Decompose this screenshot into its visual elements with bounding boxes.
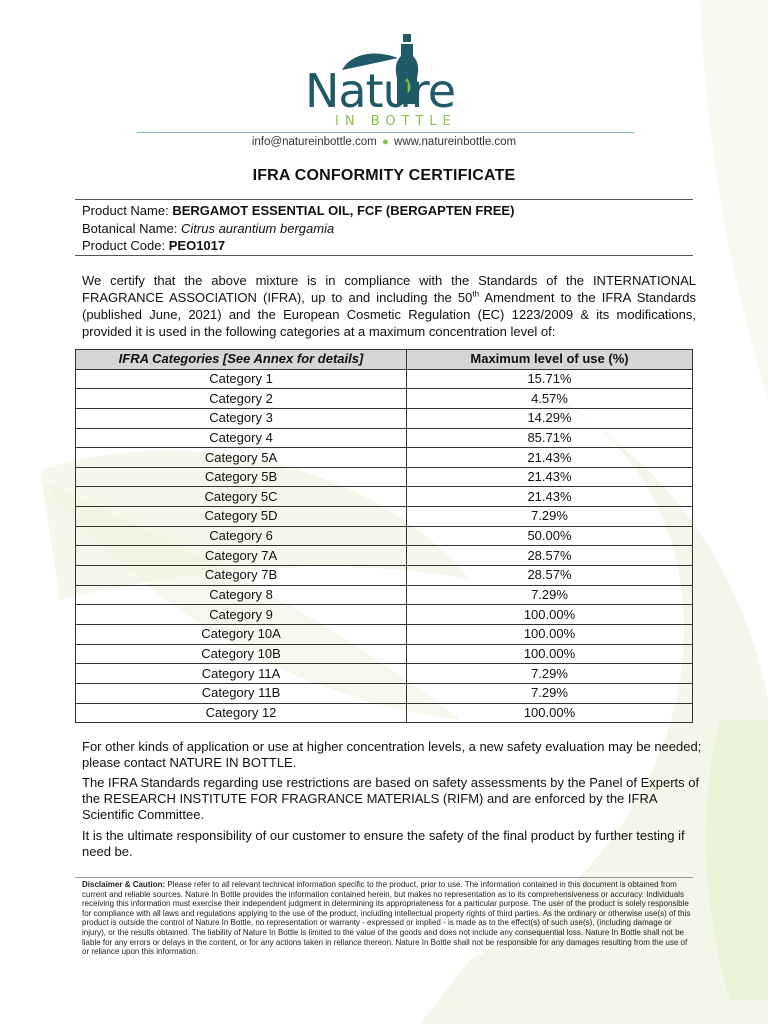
table-row: [76, 566, 693, 586]
table-row: [76, 605, 693, 625]
category-cell: Category 2: [76, 389, 407, 409]
max-level-cell: 4.57%: [407, 389, 693, 409]
category-cell: Category 5A: [76, 448, 407, 468]
table-row: [76, 683, 693, 703]
table-row: [76, 448, 693, 468]
disclaimer-label: Disclaimer & Caution:: [82, 880, 166, 889]
category-cell: Category 8: [76, 585, 407, 605]
category-cell: Category 7A: [76, 546, 407, 566]
product-name-line: [82, 202, 514, 220]
max-level-cell: 28.57%: [407, 566, 693, 586]
category-cell: Category 4: [76, 428, 407, 448]
category-cell: Category 5C: [76, 487, 407, 507]
column-header-category: IFRA Categories [See Annex for details]: [76, 350, 407, 370]
table-row: [76, 408, 693, 428]
column-header-level: Maximum level of use (%): [407, 350, 693, 370]
disclaimer-text: Please refer to all relevant technical information specific to the product, prior to use. The information contained in this document is obtained from current and reliable sources. Nature In Bottle provides the information contained herein, but makes no representation as to its comprehensiveness or accuracy. Individuals receiving this information must exercise their independent judgment in determining its appropriateness for a particular purpose. The user of the product is solely responsible for compliance with all laws and regulations applying to the use of the product, including intellectual property rights of third parties. As the ordinary or otherwise use(s) of this product is outside the control of Nature In Bottle, no representation or warranty - expressed or implied - is made as to the effect(s) of such use(s), (including damage or injury), or the results obtained. The liability of Nature In Bottle is limited to the value of the goods and does not include any consequential loss. Nature In Bottle shall not be liable for any errors or delays in the content, or for any actions taken in reliance thereon. Nature In Bottle shall not be responsible for any damages resulting from the use of or reliance upon this information.: [82, 880, 691, 957]
brand-logo: [300, 34, 470, 134]
table-row: [76, 487, 693, 507]
table-header-row: [76, 350, 693, 370]
max-level-cell: 15.71%: [407, 369, 693, 389]
logo-tagline: IN BOTTLE: [335, 114, 457, 129]
table-row: [76, 664, 693, 684]
table-row: [76, 624, 693, 644]
max-level-cell: 100.00%: [407, 624, 693, 644]
product-name-value: BERGAMOT ESSENTIAL OIL, FCF (BERGAPTEN FREE): [172, 203, 515, 218]
logo-word: Nature: [305, 64, 455, 118]
website-link[interactable]: www.natureinbottle.com: [394, 136, 517, 148]
max-level-cell: 28.57%: [407, 546, 693, 566]
category-cell: Category 9: [76, 605, 407, 625]
product-info: [82, 202, 514, 255]
table-row: [76, 703, 693, 723]
table-row: [76, 585, 693, 605]
category-cell: Category 5B: [76, 467, 407, 487]
table-row: [76, 507, 693, 527]
max-level-cell: 7.29%: [407, 683, 693, 703]
header-rule: [137, 132, 634, 133]
contact-line: [0, 136, 768, 148]
category-cell: Category 10B: [76, 644, 407, 664]
table-row: [76, 428, 693, 448]
botanical-name-label: Botanical Name:: [82, 220, 178, 236]
email-link[interactable]: info@natureinbottle.com: [251, 136, 377, 148]
max-level-cell: 85.71%: [407, 428, 693, 448]
max-level-cell: 7.29%: [407, 585, 693, 605]
table-row: [76, 526, 693, 546]
divider-disclaimer: [75, 877, 693, 878]
max-level-cell: 21.43%: [407, 487, 693, 507]
max-level-cell: 100.00%: [407, 644, 693, 664]
max-level-cell: 14.29%: [407, 408, 693, 428]
category-cell: Category 6: [76, 526, 407, 546]
max-level-cell: 100.00%: [407, 703, 693, 723]
note-safety-evaluation: For other kinds of application or use at higher concentration levels, a new safety evaluation may be needed; please contact NATURE IN BOTTLE.: [82, 739, 702, 770]
intro-superscript: th: [472, 289, 480, 299]
category-cell: Category 10A: [76, 624, 407, 644]
category-cell: Category 11B: [76, 683, 407, 703]
category-cell: Category 5D: [76, 507, 407, 527]
disclaimer: [82, 880, 692, 957]
table-row: [76, 389, 693, 409]
max-level-cell: 21.43%: [407, 448, 693, 468]
drop-icon: ●: [381, 136, 389, 148]
category-cell: Category 7B: [76, 566, 407, 586]
botanical-name-line: [82, 220, 514, 238]
table-row: [76, 369, 693, 389]
intro-part2: Amendment to the IFRA Standards (published June, 2021) and the European Cosmetic Regulation (EC) 1223/2009 & its modifications, provided it is used in the following categories at a maximum concentration level of:: [82, 290, 696, 339]
product-code-value: PEO1017: [168, 238, 226, 253]
table-row: [76, 546, 693, 566]
max-level-cell: 100.00%: [407, 605, 693, 625]
table-row: [76, 467, 693, 487]
intro-paragraph: [82, 272, 696, 340]
category-cell: Category 12: [76, 703, 407, 723]
divider-top: [75, 199, 693, 200]
table-row: [76, 644, 693, 664]
category-cell: Category 3: [76, 408, 407, 428]
note-responsibility: It is the ultimate responsibility of our customer to ensure the safety of the final product by further testing if need be.: [82, 828, 685, 859]
product-name-label: Product Name:: [82, 203, 169, 218]
botanical-name-value: Citrus aurantium bergamia: [181, 220, 335, 236]
note-ifra-standards: The IFRA Standards regarding use restrictions are based on safety assessments by the Panel of Experts of the RESEARCH INSTITUTE FOR FRAGRANCE MATERIALS (RIFM) and are enforced by the IFRA Scientific Committee.: [82, 775, 700, 822]
page-title: IFRA CONFORMITY CERTIFICATE: [252, 167, 516, 184]
max-level-cell: 21.43%: [407, 467, 693, 487]
intro-part1: We certify that the above mixture is in compliance with the Standards of the INTERNATIONAL FRAGRANCE ASSOCIATION (IFRA), up to and including the 50: [82, 273, 696, 305]
max-level-cell: 50.00%: [407, 526, 693, 546]
category-cell: Category 1: [76, 369, 407, 389]
max-level-cell: 7.29%: [407, 507, 693, 527]
ifra-category-table: [75, 349, 693, 723]
product-code-line: [82, 237, 514, 255]
max-level-cell: 7.29%: [407, 664, 693, 684]
product-code-label: Product Code:: [82, 238, 166, 253]
category-cell: Category 11A: [76, 664, 407, 684]
divider-bottom: [75, 255, 693, 256]
